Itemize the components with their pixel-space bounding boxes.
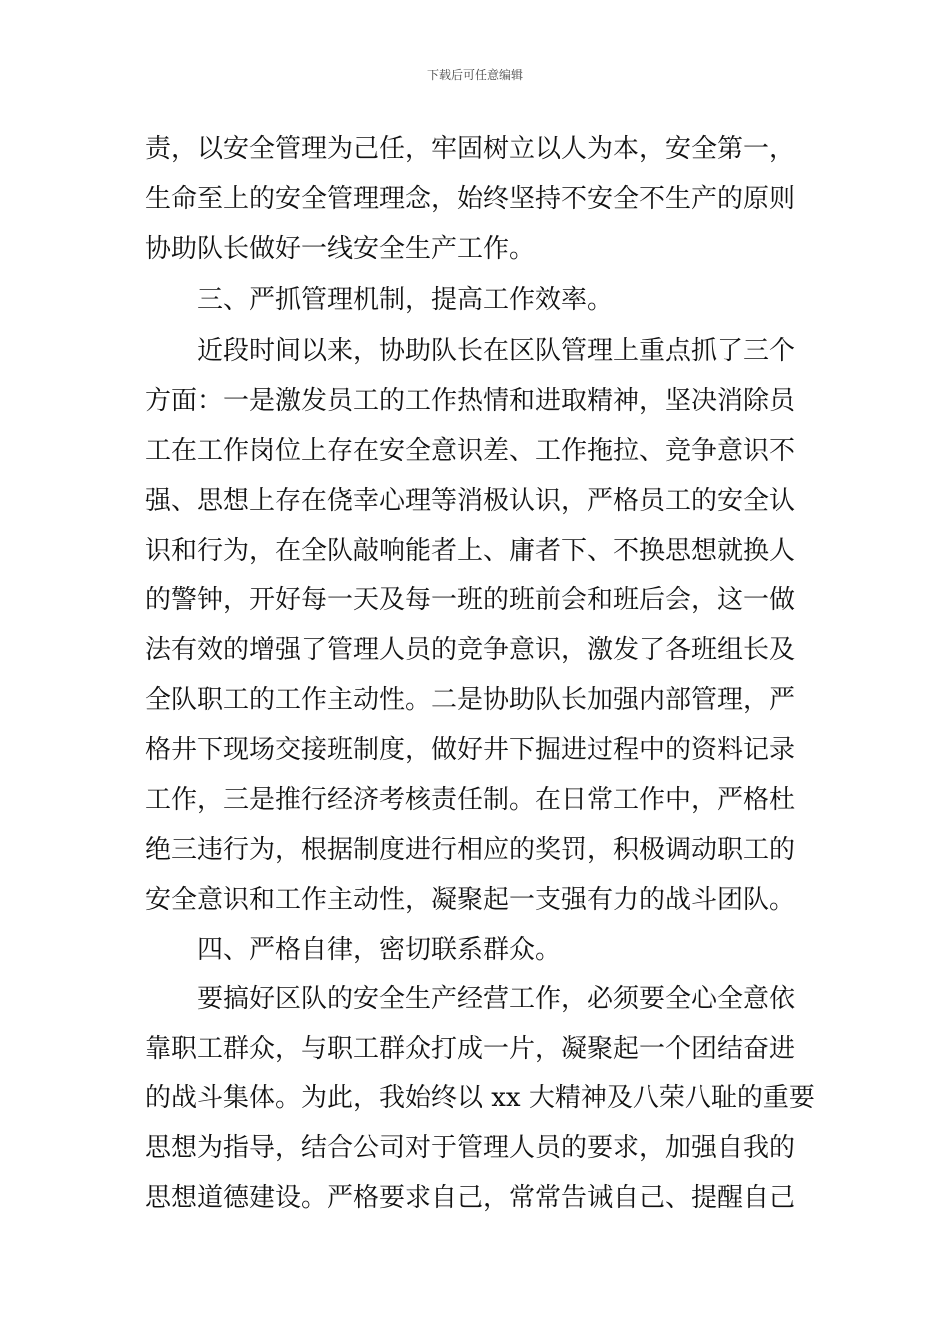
section-heading: 三、严抓管理机制，提高工作效率。 xyxy=(145,285,614,315)
body-line: 思想为指导，结合公司对于管理人员的要求，加强自我的 xyxy=(145,1133,796,1163)
body-line: 方面：一是激发员工的工作热情和进取精神，坚决消除员 xyxy=(145,386,796,416)
body-line: 责，以安全管理为己任，牢固树立以人为本，安全第一， xyxy=(145,134,796,164)
body-line: 全队职工的工作主动性。二是协助队长加强内部管理，严 xyxy=(145,685,796,715)
body-line: 生命至上的安全管理理念，始终坚持不安全不生产的原则 xyxy=(145,184,796,214)
body-line: 靠职工群众，与职工群众打成一片，凝聚起一个团结奋进 xyxy=(145,1034,796,1064)
body-line: 安全意识和工作主动性，凝聚起一支强有力的战斗团队。 xyxy=(145,885,796,915)
body-line: 近段时间以来，协助队长在区队管理上重点抓了三个 xyxy=(145,336,796,366)
body-line: 法有效的增强了管理人员的竞争意识，激发了各班组长及 xyxy=(145,635,796,665)
body-line: 思想道德建设。严格要求自己，常常告诫自己、提醒自己 xyxy=(145,1183,796,1213)
body-line: 识和行为，在全队敲响能者上、庸者下、不换思想就换人 xyxy=(145,536,796,566)
section-heading: 四、严格自律，密切联系群众。 xyxy=(145,935,562,965)
header-note: 下载后可任意编辑 xyxy=(426,68,523,82)
body-line: 的战斗集体。为此，我始终以 xx 大精神及八荣八耻的重要 xyxy=(145,1083,815,1113)
body-line: 协助队长做好一线安全生产工作。 xyxy=(145,234,536,264)
body-line: 工作，三是推行经济考核责任制。在日常工作中，严格杜 xyxy=(145,785,796,815)
body-line: 强、思想上存在侥幸心理等消极认识，严格员工的安全认 xyxy=(145,486,796,516)
body-line: 要搞好区队的安全生产经营工作，必须要全心全意依 xyxy=(145,984,796,1014)
body-line: 格井下现场交接班制度，做好井下掘进过程中的资料记录 xyxy=(145,735,796,765)
body-line: 工在工作岗位上存在安全意识差、工作拖拉、竞争意识不 xyxy=(145,436,796,466)
body-line: 的警钟，开好每一天及每一班的班前会和班后会，这一做 xyxy=(145,585,796,615)
body-line: 绝三违行为，根据制度进行相应的奖罚，积极调动职工的 xyxy=(145,835,796,865)
